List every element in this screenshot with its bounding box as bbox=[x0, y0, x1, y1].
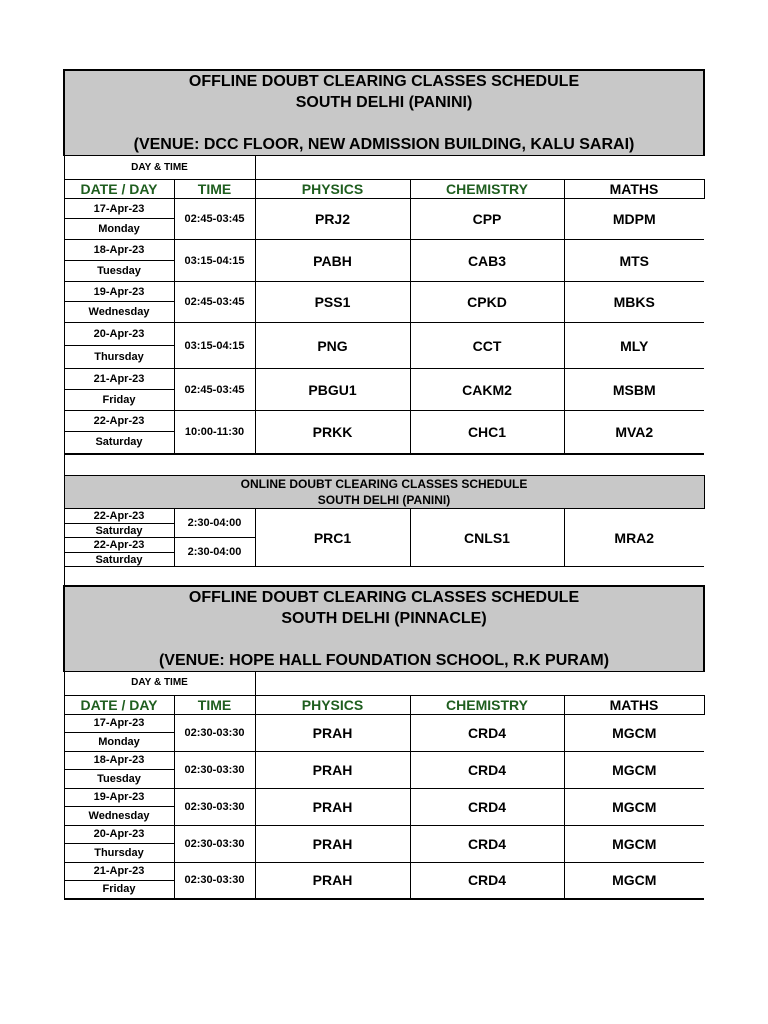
schedule-table bbox=[63, 69, 705, 900]
date-cell: 22-Apr-23 bbox=[64, 411, 174, 432]
chemistry-cell: CCT bbox=[410, 323, 564, 369]
date-day-header: DATE / DAY bbox=[64, 695, 174, 714]
date-day-header: DATE / DAY bbox=[64, 180, 174, 199]
time-cell: 02:45-03:45 bbox=[174, 199, 255, 240]
maths-cell: MTS bbox=[564, 240, 704, 282]
day-time-label: DAY & TIME bbox=[64, 671, 255, 695]
date-cell: 19-Apr-23 bbox=[64, 788, 174, 806]
maths-cell: MDPM bbox=[564, 199, 704, 240]
chemistry-cell: CRD4 bbox=[410, 714, 564, 751]
day-time-label: DAY & TIME bbox=[64, 156, 255, 180]
date-cell: 18-Apr-23 bbox=[64, 240, 174, 261]
maths-cell: MGCM bbox=[564, 788, 704, 825]
physics-cell: PRC1 bbox=[255, 509, 410, 567]
section-subtitle: SOUTH DELHI (PANINI) bbox=[295, 94, 473, 111]
section-title: OFFLINE DOUBT CLEARING CLASSES SCHEDULE bbox=[188, 73, 580, 90]
physics-cell: PRAH bbox=[255, 714, 410, 751]
date-cell: 19-Apr-23 bbox=[64, 282, 174, 302]
chemistry-cell: CPP bbox=[410, 199, 564, 240]
date-cell: 22-Apr-23 bbox=[64, 538, 174, 553]
time-cell: 2:30-04:00 bbox=[174, 509, 255, 538]
day-cell: Tuesday bbox=[64, 769, 174, 788]
time-cell: 02:45-03:45 bbox=[174, 282, 255, 323]
chemistry-header: CHEMISTRY bbox=[410, 695, 564, 714]
time-cell: 02:30-03:30 bbox=[174, 862, 255, 899]
maths-cell: MGCM bbox=[564, 751, 704, 788]
time-cell: 02:30-03:30 bbox=[174, 714, 255, 751]
online-title: ONLINE DOUBT CLEARING CLASSES SCHEDULE bbox=[240, 477, 528, 491]
online-subtitle: SOUTH DELHI (PANINI) bbox=[317, 493, 451, 507]
maths-cell: MGCM bbox=[564, 862, 704, 899]
section-subtitle: SOUTH DELHI (PINNACLE) bbox=[281, 609, 487, 627]
physics-cell: PRJ2 bbox=[255, 199, 410, 240]
day-cell: Monday bbox=[64, 732, 174, 751]
physics-header: PHYSICS bbox=[255, 180, 410, 199]
chemistry-cell: CRD4 bbox=[410, 788, 564, 825]
date-cell: 20-Apr-23 bbox=[64, 825, 174, 843]
time-header: TIME bbox=[174, 695, 255, 714]
day-cell: Saturday bbox=[64, 524, 174, 538]
physics-cell: PRKK bbox=[255, 411, 410, 454]
time-cell: 02:45-03:45 bbox=[174, 369, 255, 411]
maths-cell: MBKS bbox=[564, 282, 704, 323]
day-cell: Tuesday bbox=[64, 261, 174, 282]
section-venue: (VENUE: DCC FLOOR, NEW ADMISSION BUILDING, KALU SARAI) bbox=[133, 136, 635, 153]
day-cell: Monday bbox=[64, 219, 174, 240]
time-header: TIME bbox=[174, 180, 255, 199]
time-cell: 03:15-04:15 bbox=[174, 323, 255, 369]
maths-cell: MLY bbox=[564, 323, 704, 369]
chemistry-header: CHEMISTRY bbox=[410, 180, 564, 199]
chemistry-cell: CRD4 bbox=[410, 751, 564, 788]
maths-cell: MSBM bbox=[564, 369, 704, 411]
physics-header: PHYSICS bbox=[255, 695, 410, 714]
day-cell: Saturday bbox=[64, 553, 174, 567]
date-cell: 18-Apr-23 bbox=[64, 751, 174, 769]
day-cell: Friday bbox=[64, 390, 174, 411]
chemistry-cell: CAKM2 bbox=[410, 369, 564, 411]
maths-cell: MGCM bbox=[564, 825, 704, 862]
section-header bbox=[64, 70, 704, 156]
maths-header: MATHS bbox=[564, 695, 704, 714]
time-cell: 02:30-03:30 bbox=[174, 751, 255, 788]
date-cell: 17-Apr-23 bbox=[64, 714, 174, 732]
blank-cell bbox=[255, 671, 704, 695]
schedule-sheet bbox=[63, 69, 703, 900]
maths-cell: MVA2 bbox=[564, 411, 704, 454]
date-cell: 17-Apr-23 bbox=[64, 199, 174, 219]
section-title: OFFLINE DOUBT CLEARING CLASSES SCHEDULE bbox=[188, 588, 580, 606]
chemistry-cell: CHC1 bbox=[410, 411, 564, 454]
schedule-body bbox=[64, 70, 704, 899]
day-cell: Wednesday bbox=[64, 806, 174, 825]
physics-cell: PRAH bbox=[255, 788, 410, 825]
physics-cell: PRAH bbox=[255, 751, 410, 788]
maths-header: MATHS bbox=[564, 180, 704, 199]
time-cell: 02:30-03:30 bbox=[174, 825, 255, 862]
maths-cell: MRA2 bbox=[564, 509, 704, 567]
physics-cell: PBGU1 bbox=[255, 369, 410, 411]
date-cell: 20-Apr-23 bbox=[64, 323, 174, 346]
day-cell: Friday bbox=[64, 880, 174, 899]
day-cell: Thursday bbox=[64, 843, 174, 862]
physics-cell: PNG bbox=[255, 323, 410, 369]
chemistry-cell: CRD4 bbox=[410, 825, 564, 862]
time-cell: 2:30-04:00 bbox=[174, 538, 255, 567]
date-cell: 21-Apr-23 bbox=[64, 369, 174, 390]
physics-cell: PRAH bbox=[255, 825, 410, 862]
online-header bbox=[64, 476, 704, 509]
chemistry-cell: CAB3 bbox=[410, 240, 564, 282]
date-cell: 21-Apr-23 bbox=[64, 862, 174, 880]
day-cell: Thursday bbox=[64, 346, 174, 369]
header-gap bbox=[65, 113, 703, 134]
section-venue: (VENUE: HOPE HALL FOUNDATION SCHOOL, R.K PURAM) bbox=[158, 651, 610, 669]
day-cell: Saturday bbox=[64, 432, 174, 454]
chemistry-cell: CRD4 bbox=[410, 862, 564, 899]
day-cell: Wednesday bbox=[64, 302, 174, 323]
chemistry-cell: CNLS1 bbox=[410, 509, 564, 567]
chemistry-cell: CPKD bbox=[410, 282, 564, 323]
spacer-row bbox=[64, 567, 704, 586]
physics-cell: PRAH bbox=[255, 862, 410, 899]
blank-cell bbox=[255, 156, 704, 180]
physics-cell: PSS1 bbox=[255, 282, 410, 323]
time-cell: 10:00-11:30 bbox=[174, 411, 255, 454]
section-header bbox=[64, 586, 704, 672]
time-cell: 02:30-03:30 bbox=[174, 788, 255, 825]
physics-cell: PABH bbox=[255, 240, 410, 282]
date-cell: 22-Apr-23 bbox=[64, 509, 174, 524]
maths-cell: MGCM bbox=[564, 714, 704, 751]
header-gap bbox=[65, 629, 703, 650]
spacer-row bbox=[64, 454, 704, 476]
time-cell: 03:15-04:15 bbox=[174, 240, 255, 282]
